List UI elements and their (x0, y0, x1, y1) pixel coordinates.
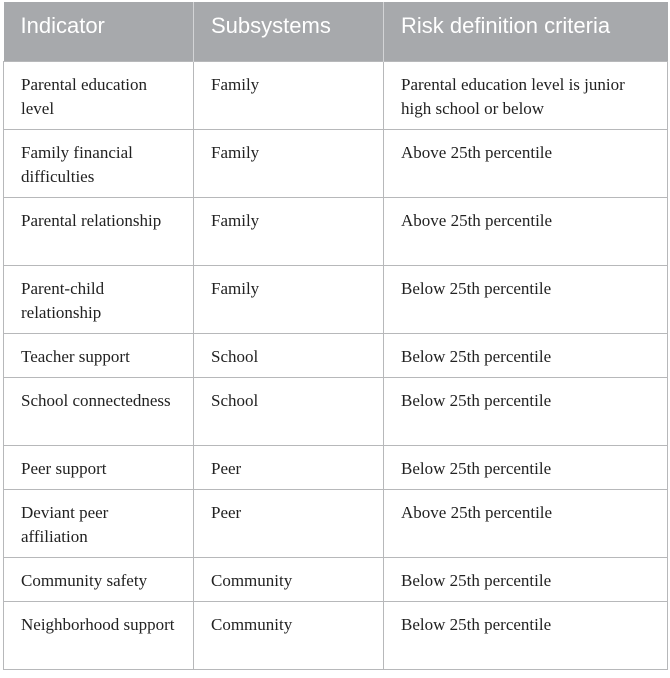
cell-indicator: School connectedness (4, 377, 194, 445)
cell-indicator: Parental education level (4, 61, 194, 129)
table-header (4, 2, 668, 61)
cell-subsystem: Family (194, 197, 384, 265)
cell-risk-criteria: Parental education level is junior high school or below (384, 61, 668, 129)
cell-risk-criteria: Below 25th percentile (384, 557, 668, 601)
risk-indicators-table-container (3, 2, 667, 670)
table-row (4, 333, 668, 377)
table-row (4, 489, 668, 557)
cell-indicator: Deviant peer affiliation (4, 489, 194, 557)
cell-risk-criteria: Above 25th percentile (384, 197, 668, 265)
cell-indicator: Neighborhood support (4, 601, 194, 669)
cell-subsystem: Community (194, 557, 384, 601)
table-row (4, 445, 668, 489)
cell-subsystem: Family (194, 129, 384, 197)
header-risk-definition-criteria: Risk definition criteria (384, 2, 668, 61)
cell-indicator: Peer support (4, 445, 194, 489)
cell-subsystem: Family (194, 265, 384, 333)
table-row (4, 61, 668, 129)
table-row (4, 557, 668, 601)
risk-indicators-table (3, 2, 668, 670)
cell-subsystem: Community (194, 601, 384, 669)
cell-risk-criteria: Below 25th percentile (384, 445, 668, 489)
table-row (4, 601, 668, 669)
cell-indicator: Teacher support (4, 333, 194, 377)
table-row (4, 377, 668, 445)
cell-risk-criteria: Above 25th percentile (384, 489, 668, 557)
cell-risk-criteria: Above 25th percentile (384, 129, 668, 197)
table-row (4, 197, 668, 265)
header-indicator: Indicator (4, 2, 194, 61)
cell-indicator: Community safety (4, 557, 194, 601)
cell-indicator: Parent-child relationship (4, 265, 194, 333)
cell-subsystem: Peer (194, 445, 384, 489)
table-body (4, 61, 668, 669)
table-row (4, 265, 668, 333)
cell-subsystem: School (194, 377, 384, 445)
cell-indicator: Family financial difficulties (4, 129, 194, 197)
cell-risk-criteria: Below 25th percentile (384, 601, 668, 669)
table-row (4, 129, 668, 197)
cell-subsystem: Family (194, 61, 384, 129)
cell-risk-criteria: Below 25th percentile (384, 333, 668, 377)
cell-risk-criteria: Below 25th percentile (384, 377, 668, 445)
cell-subsystem: Peer (194, 489, 384, 557)
cell-subsystem: School (194, 333, 384, 377)
cell-indicator: Parental relationship (4, 197, 194, 265)
header-subsystems: Subsystems (194, 2, 384, 61)
header-row (4, 2, 668, 61)
cell-risk-criteria: Below 25th percentile (384, 265, 668, 333)
